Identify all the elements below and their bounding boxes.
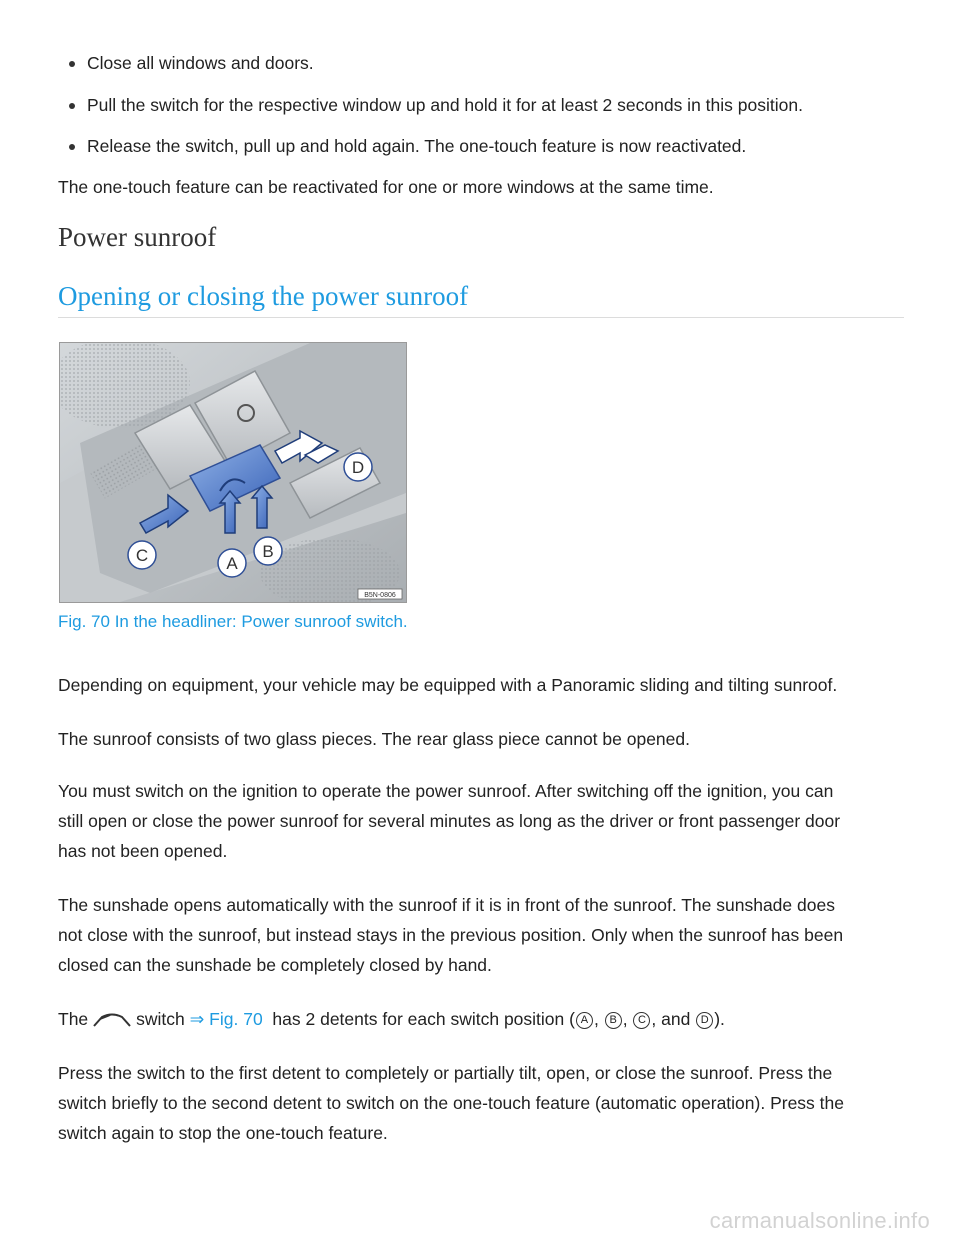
text-fragment: The (58, 1009, 89, 1029)
text-fragment: , and (651, 1009, 691, 1029)
label-a (218, 549, 246, 577)
divider (58, 317, 904, 318)
svg-text:C: C (135, 546, 149, 565)
paragraph-ignition-line3: has not been opened. (58, 841, 228, 861)
paragraph-glass: The sunroof consists of two glass pieces. The rear glass piece cannot be opened. (58, 729, 690, 749)
position-d-symbol: D (696, 1012, 713, 1029)
position-a-symbol: A (576, 1012, 593, 1029)
headliner-illustration (60, 343, 406, 602)
bullet-item: Pull the switch for the respective window up and hold it for at least 2 seconds in this position. (58, 92, 904, 118)
paragraph-equipment: Depending on equipment, your vehicle may be equipped with a Panoramic sliding and tilting sunroof. (58, 675, 838, 695)
paragraph-ignition-line2: still open or close the power sunroof for several minutes as long as the driver or front passenger door (58, 811, 841, 831)
bullet-item: Release the switch, pull up and hold again. The one-touch feature is now reactivated. (58, 133, 904, 159)
subsection-title: Opening or closing the power sunroof (58, 281, 469, 311)
svg-text:D: D (351, 458, 365, 477)
intro-paragraph: The one-touch feature can be reactivated for one or more windows at the same time. (58, 177, 714, 197)
bullet-item: Close all windows and doors. (58, 50, 904, 76)
text-fragment: has 2 detents for each switch position ( (272, 1009, 575, 1029)
paragraph-press-line3: switch again to stop the one-touch feature. (58, 1123, 388, 1143)
sunroof-switch-figure (59, 342, 407, 603)
label-b (254, 537, 282, 565)
position-b-symbol: B (605, 1012, 622, 1029)
paragraph-ignition-line1: You must switch on the ignition to operate the power sunroof. After switching off the ignition, you can (58, 781, 834, 801)
figure-caption: Fig. 70 In the headliner: Power sunroof switch. (58, 612, 408, 631)
paragraph-sunshade-line2: not close with the sunroof, but instead stays in the previous position. Only when the sunroof has been (58, 925, 844, 945)
bullet-list (58, 50, 904, 175)
watermark: carmanualsonline.info (709, 1208, 930, 1233)
fig-70-link[interactable]: ⇒ Fig. 70 (189, 1009, 263, 1029)
svg-text:A: A (226, 554, 238, 573)
position-c-symbol: C (633, 1012, 650, 1029)
paragraph-press-line2: switch briefly to the second detent to switch on the one-touch feature (automatic operation). Press the (58, 1093, 844, 1113)
paragraph-sunshade-line1: The sunshade opens automatically with the sunroof if it is in front of the sunroof. The sunshade does (58, 895, 835, 915)
text-fragment: switch (136, 1009, 185, 1029)
label-c (128, 541, 156, 569)
label-d (344, 453, 372, 481)
text-fragment: ). (714, 1009, 725, 1029)
paragraph-press-line1: Press the switch to the first detent to completely or partially tilt, open, or close the sunroof. Press the (58, 1063, 833, 1083)
svg-text:B: B (262, 542, 274, 561)
paragraph-sunshade-line3: closed can the sunshade be completely closed by hand. (58, 955, 492, 975)
paragraph-switch-detents: The switch ⇒ Fig. 70 has 2 detents for each switch position ( A , B , C , and D ). (58, 1004, 904, 1039)
section-title: Power sunroof (58, 222, 217, 252)
sunroof-icon (92, 1008, 132, 1039)
figure-code: B5N-0806 (364, 592, 396, 599)
